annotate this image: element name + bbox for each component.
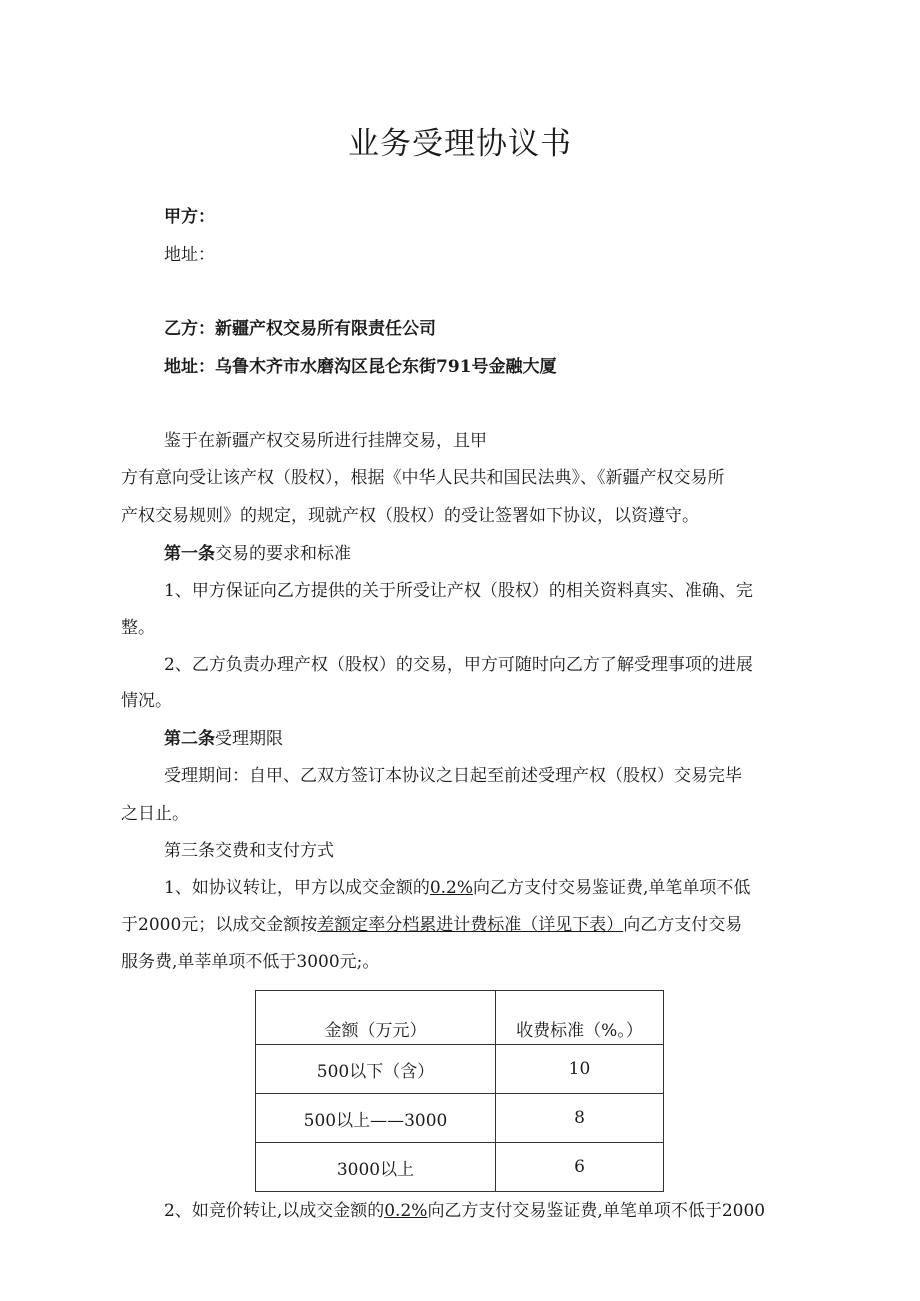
article-3-clause-1-line-1: [164, 877, 750, 899]
clause-text: 1、如协议转让，甲方以成交金额的: [164, 878, 430, 898]
clause-text: 向乙方支付交易鉴证费,单笔单项不低: [473, 878, 751, 898]
document-title: 业务受理协议书: [348, 126, 572, 162]
table-header-amount: 金额（万元）: [256, 991, 496, 1045]
table-cell-amount: 500以上——3000: [256, 1094, 496, 1143]
article-1-clause-1-line-2: 整。: [121, 618, 155, 638]
article-3-heading: 第三条交费和支付方式: [164, 841, 334, 861]
article-1-title: 交易的要求和标准: [215, 544, 351, 564]
table-cell-amount: 500以下（含）: [256, 1045, 496, 1094]
article-2-number: 第二条: [164, 729, 215, 749]
table-cell-rate: 8: [496, 1094, 664, 1143]
table-row: [256, 1045, 664, 1094]
rate-value: 0.2%: [384, 1201, 428, 1221]
party-b: 乙方：新疆产权交易所有限责任公司: [164, 319, 436, 339]
table-header-rate: 收费标准（%。）: [496, 991, 664, 1045]
party-a-address: 地址：: [164, 245, 215, 265]
table-row: [256, 1143, 664, 1192]
party-b-address: 地址：乌鲁木齐市水磨沟区昆仑东街791号金融大厦: [164, 357, 557, 377]
preamble-line-1: 鉴于在新疆产权交易所进行挂牌交易，且甲: [164, 431, 487, 451]
table-header-row: [256, 991, 664, 1045]
article-1-clause-2-line-2: 情况。: [121, 691, 172, 711]
article-3-clause-1-line-2: [121, 914, 742, 936]
article-3-clause-1-line-3: 服务费,单莘单项不低于3000元;。: [121, 952, 380, 972]
preamble-line-3: 产权交易规则》的规定，现就产权（股权）的受让签署如下协议，以资遵守。: [121, 506, 699, 526]
rate-value: 0.2%: [429, 878, 474, 898]
clause-text: 2、如竞价转让,以成交金额的: [164, 1201, 385, 1221]
fee-standard-reference: 差额定率分档累进计费标准（详见下表）: [317, 915, 624, 935]
table-cell-amount: 3000以上: [256, 1143, 496, 1192]
article-2-heading: [164, 728, 283, 750]
table-row: [256, 1094, 664, 1143]
article-2-clause-line-2: 之日止。: [121, 804, 189, 824]
article-1-clause-1-line-1: 1、甲方保证向乙方提供的关于所受让产权（股权）的相关资料真实、准确、完: [164, 581, 753, 601]
fee-table: [255, 990, 664, 1192]
clause-text: 向乙方支付交易鉴证费,单笔单项不低于2000: [427, 1201, 766, 1221]
clause-text: 向乙方支付交易: [623, 915, 743, 935]
clause-text: 于2000元；以成交金额按: [121, 915, 318, 935]
preamble-line-2: 方有意向受让该产权（股权），根据《中华人民共和国民法典》、《新疆产权交易所: [121, 468, 725, 488]
table-cell-rate: 6: [496, 1143, 664, 1192]
table-cell-rate: 10: [496, 1045, 664, 1094]
party-a-label: 甲方：: [164, 207, 215, 227]
article-1-number: 第一条: [164, 544, 215, 564]
article-2-clause-line-1: 受理期间：自甲、乙双方签订本协议之日起至前述受理产权（股权）交易完毕: [164, 766, 742, 786]
article-1-heading: [164, 543, 351, 565]
article-3-clause-2-line-1: [164, 1200, 765, 1222]
article-1-clause-2-line-1: 2、乙方负责办理产权（股权）的交易，甲方可随时向乙方了解受理事项的进展: [164, 655, 753, 675]
article-2-title: 受理期限: [215, 729, 283, 749]
